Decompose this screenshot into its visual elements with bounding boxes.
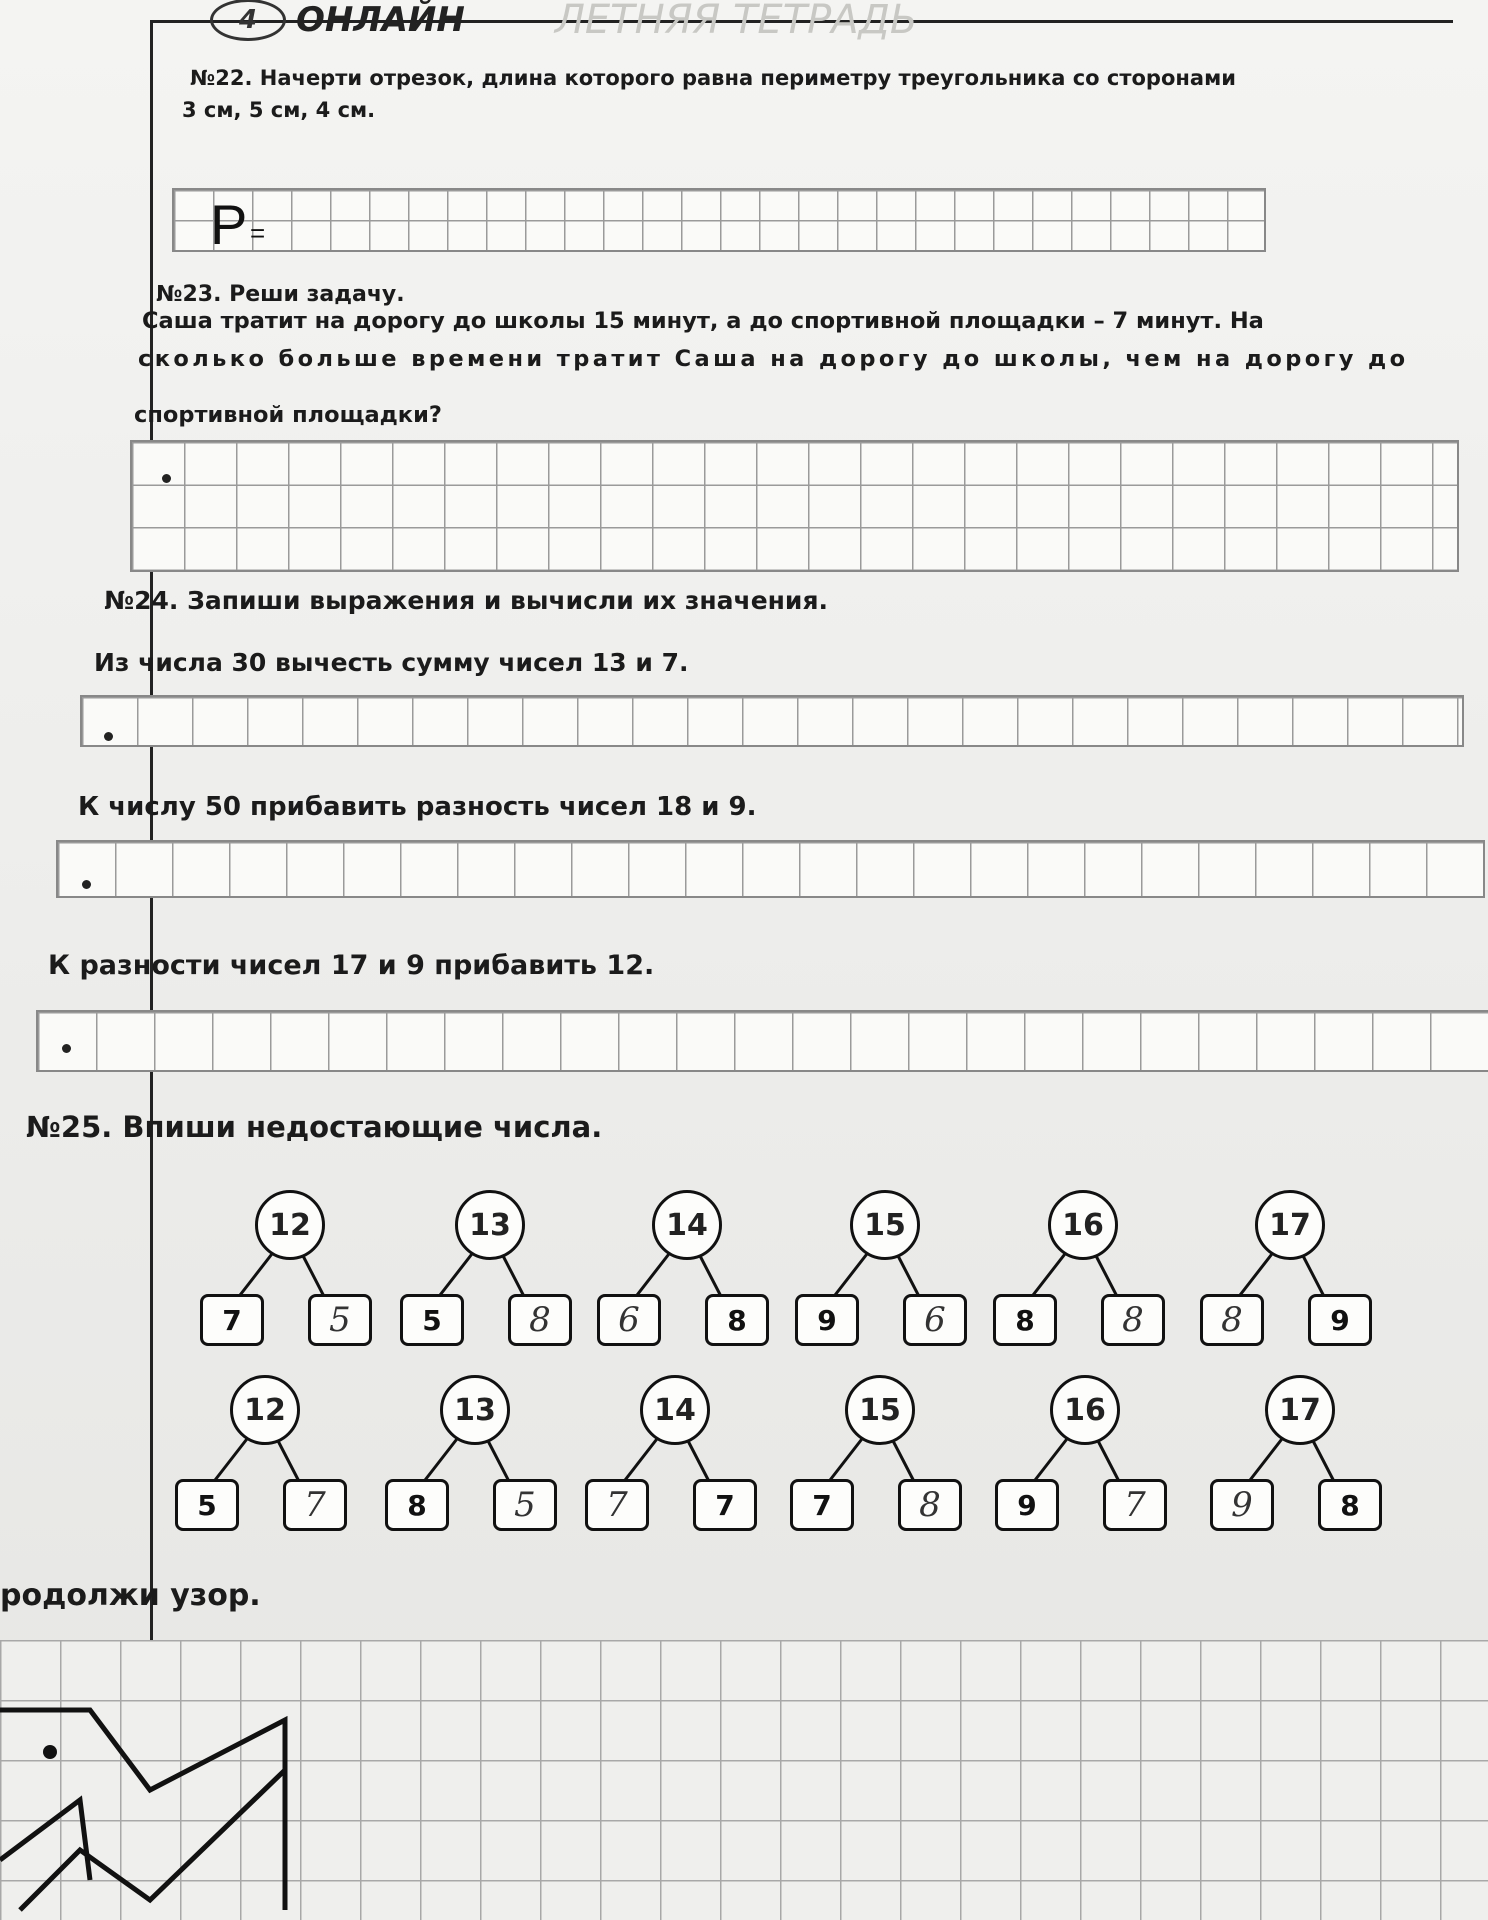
task23-answer-grid[interactable] — [130, 440, 1459, 572]
tree-total: 16 — [1048, 1190, 1118, 1260]
tree-total: 12 — [255, 1190, 325, 1260]
tree-total: 17 — [1265, 1375, 1335, 1445]
tree-total: 13 — [440, 1375, 510, 1445]
number-tree — [993, 1190, 1173, 1340]
tree-total: 14 — [652, 1190, 722, 1260]
task23-line2: сколько больше времени тратит Саша на дорогу до школы, чем на дорогу до — [138, 346, 1409, 372]
number-tree — [790, 1375, 970, 1525]
number-tree — [585, 1375, 765, 1525]
tree-right-part: 9 — [1308, 1294, 1372, 1346]
tree-left-part: 7 — [200, 1294, 264, 1346]
number-tree — [1210, 1375, 1390, 1525]
tree-right-part[interactable]: 6 — [903, 1294, 967, 1346]
tree-left-part: 9 — [995, 1479, 1059, 1531]
page-header — [210, 0, 918, 43]
task23-start-dot — [162, 474, 171, 483]
header-title: ОНЛАЙН — [296, 0, 465, 40]
tree-left-part: 5 — [400, 1294, 464, 1346]
task22-title-2: 3 см, 5 см, 4 см. — [182, 98, 376, 122]
perimeter-label: P — [210, 193, 248, 256]
tree-right-part: 8 — [1318, 1479, 1382, 1531]
task24-dot-1 — [104, 732, 113, 741]
tree-left-part: 8 — [385, 1479, 449, 1531]
perimeter-equals: = — [250, 218, 266, 248]
tree-total: 16 — [1050, 1375, 1120, 1445]
tree-right-part[interactable]: 7 — [1103, 1479, 1167, 1531]
task24-answer-grid-3[interactable] — [36, 1010, 1488, 1072]
number-tree — [400, 1190, 580, 1340]
tree-left-part[interactable]: 9 — [1210, 1479, 1274, 1531]
header-faded-title: ЛЕТНЯЯ ТЕТРАДЬ — [554, 0, 918, 43]
task26-title: родолжи узор. — [0, 1578, 261, 1613]
tree-total: 15 — [850, 1190, 920, 1260]
tree-right-part: 8 — [705, 1294, 769, 1346]
tree-right-part[interactable]: 8 — [1101, 1294, 1165, 1346]
tree-total: 12 — [230, 1375, 300, 1445]
task25-title: №25. Впиши недостающие числа. — [26, 1110, 603, 1144]
tree-total: 15 — [845, 1375, 915, 1445]
task24-answer-grid-1[interactable] — [80, 695, 1464, 747]
tree-right-part[interactable]: 5 — [308, 1294, 372, 1346]
tree-left-part: 5 — [175, 1479, 239, 1531]
tree-left-part: 7 — [790, 1479, 854, 1531]
task24-expression-3: К разности чисел 17 и 9 прибавить 12. — [48, 950, 655, 981]
task23-line3: спортивной площадки? — [134, 402, 442, 428]
tree-total: 13 — [455, 1190, 525, 1260]
tree-right-part[interactable]: 8 — [508, 1294, 572, 1346]
number-tree — [597, 1190, 777, 1340]
tree-right-part[interactable]: 8 — [898, 1479, 962, 1531]
tree-total: 17 — [1255, 1190, 1325, 1260]
task24-dot-3 — [62, 1044, 71, 1053]
task22-title: №22. Начерти отрезок, длина которого равна периметру треугольника со сторонами — [190, 66, 1236, 90]
number-tree — [175, 1375, 355, 1525]
number-tree — [1200, 1190, 1380, 1340]
logo-number: 4 — [238, 5, 258, 35]
tree-right-part[interactable]: 7 — [283, 1479, 347, 1531]
tree-right-part: 7 — [693, 1479, 757, 1531]
task24-expression-2: К числу 50 прибавить разность чисел 18 и 9. — [78, 792, 757, 822]
number-tree — [385, 1375, 565, 1525]
tree-left-part[interactable]: 6 — [597, 1294, 661, 1346]
tree-left-part[interactable]: 7 — [585, 1479, 649, 1531]
pattern-drawing — [0, 1700, 300, 1920]
task24-dot-2 — [82, 880, 91, 889]
number-tree — [200, 1190, 380, 1340]
tree-left-part: 8 — [993, 1294, 1057, 1346]
tree-total: 14 — [640, 1375, 710, 1445]
number-tree — [795, 1190, 975, 1340]
tree-left-part[interactable]: 8 — [1200, 1294, 1264, 1346]
task24-answer-grid-2[interactable] — [56, 840, 1485, 898]
task22-answer-grid[interactable] — [172, 188, 1266, 252]
task23-line1: Саша тратит на дорогу до школы 15 минут, а до спортивной площадки – 7 минут. На — [142, 308, 1264, 334]
logo-icon — [210, 0, 286, 41]
task24-expression-1: Из числа 30 вычесть сумму чисел 13 и 7. — [94, 648, 689, 677]
task23-title: №23. Реши задачу. — [156, 282, 405, 307]
tree-left-part: 9 — [795, 1294, 859, 1346]
tree-right-part[interactable]: 5 — [493, 1479, 557, 1531]
number-tree — [995, 1375, 1175, 1525]
task24-title: №24. Запиши выражения и вычисли их значения. — [104, 586, 828, 615]
